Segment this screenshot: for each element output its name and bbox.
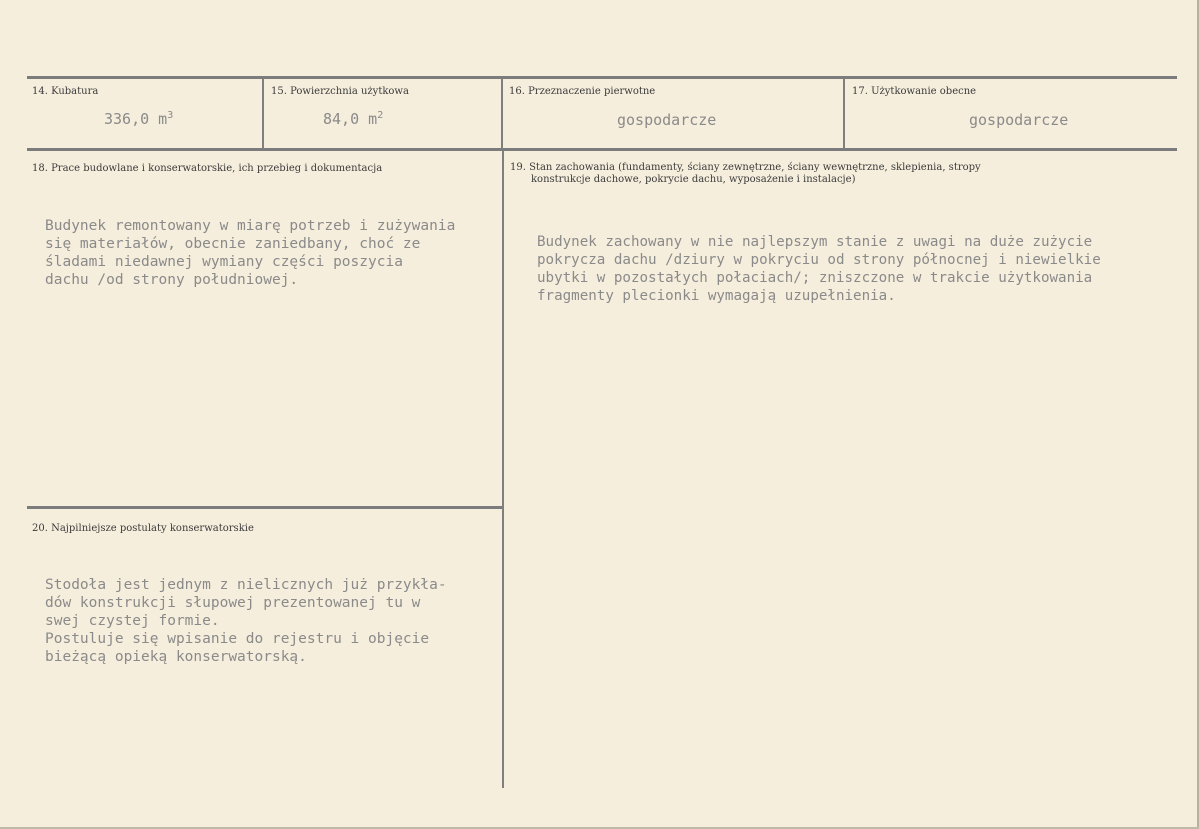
field-17-value: gospodarcze	[969, 111, 1069, 129]
field-15-label: 15. Powierzchnia użytkowa	[271, 86, 409, 97]
field-14-value	[104, 110, 173, 128]
field-15-number: 84,0 m	[323, 110, 378, 128]
field-20-label: 20. Najpilniejsze postulaty konserwatorskie	[32, 523, 254, 534]
divider-16-17	[843, 78, 845, 149]
field-19-label-line1: 19. Stan zachowania (fundamenty, ściany zewnętrzne, ściany wewnętrzne, sklepienia, stropy	[510, 162, 981, 173]
field-19-text: Budynek zachowany w nie najlepszym stanie z uwagi na duże zużycie pokrycza dachu /dziury w pokryciu od strony północnej i niewielkie ubytki w pozostałych połaciach/; zniszczone w trakcie użytkowania fragmenty plecionki wymagają uzupełnienia.	[537, 234, 1101, 304]
row-rule	[27, 148, 1177, 151]
field-18-label: 18. Prace budowlane i konserwatorskie, ich przebieg i dokumentacja	[32, 163, 383, 174]
divider-14-15	[262, 78, 264, 149]
field-16-value: gospodarcze	[617, 111, 717, 129]
divider-15-16	[501, 78, 503, 149]
field-20-text: Stodoła jest jednym z nielicznych już przykła- dów konstrukcji słupowej prezentowanej tu w swej czystej formie. Postuluje się wpisanie do rejestru i objęcie bieżącą opieką konserwatorską.	[45, 577, 447, 665]
field-15-value	[323, 110, 383, 128]
field-16-label: 16. Przeznaczenie pierwotne	[509, 86, 656, 97]
top-rule	[27, 76, 1177, 79]
mid-left-rule	[27, 506, 502, 509]
field-14-unit-sup: 3	[167, 110, 174, 121]
divider-main	[502, 150, 504, 788]
field-18-text: Budynek remontowany w miarę potrzeb i zużywania się materiałów, obecnie zaniedbany, choć ze śladami niedawnej wymiany części poszycia dachu /od strony południowej.	[45, 218, 456, 288]
field-14-label: 14. Kubatura	[32, 86, 99, 97]
field-14-number: 336,0 m	[104, 110, 168, 128]
field-19-label-line2: konstrukcje dachowe, pokrycie dachu, wyposażenie i instalacje)	[531, 174, 856, 185]
field-17-label: 17. Użytkowanie obecne	[852, 86, 977, 97]
field-15-unit-sup: 2	[377, 110, 384, 121]
